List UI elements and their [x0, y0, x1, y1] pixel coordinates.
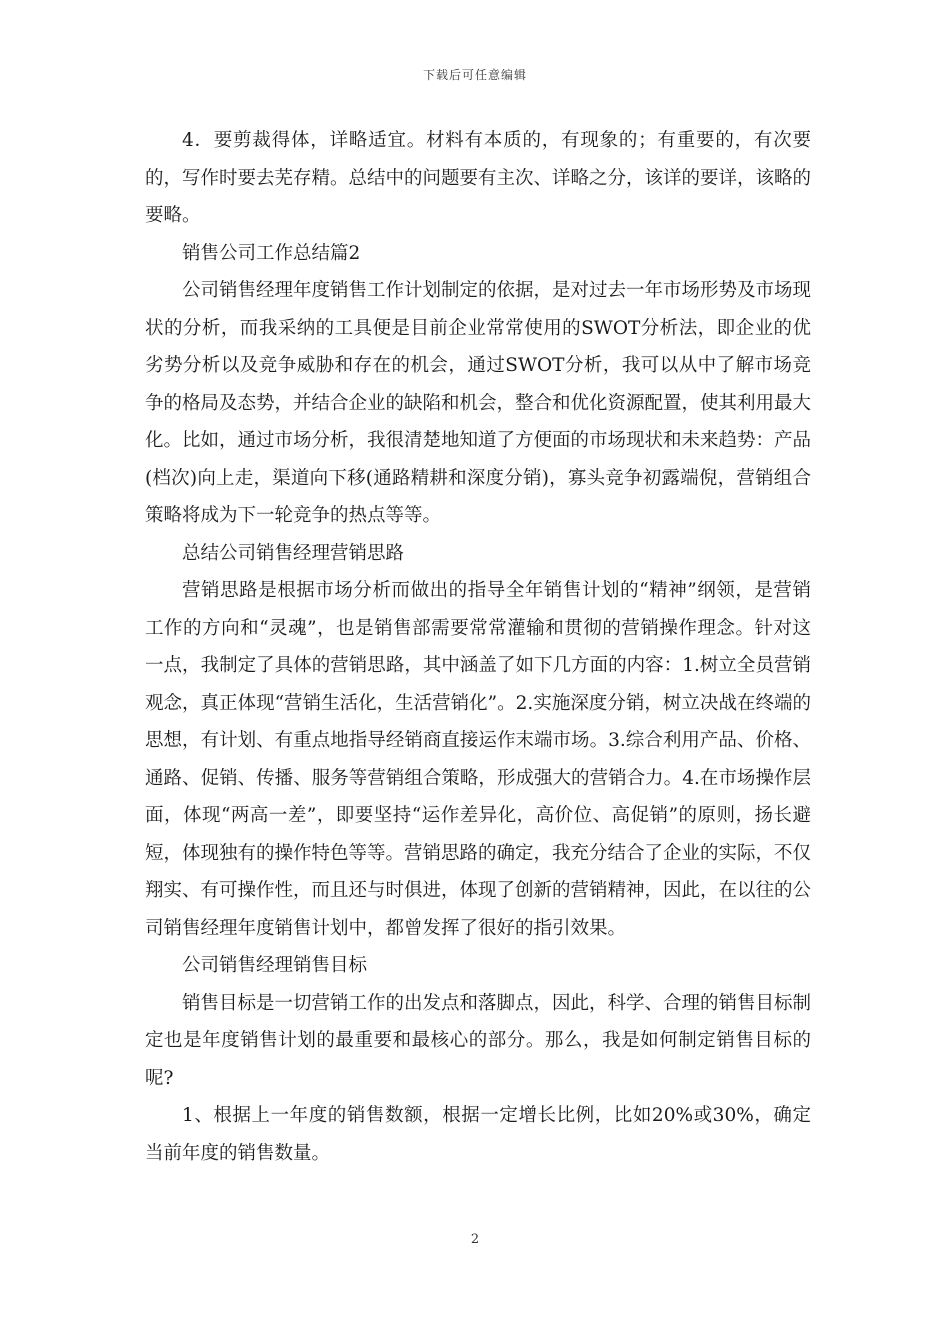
document-body [145, 122, 811, 1172]
page-number: 2 [470, 1232, 480, 1247]
paragraph-sales-target: 销售目标是一切营销工作的出发点和落脚点，因此，科学、合理的销售目标制定也是年度销售计划的最重要和最核心的部分。那么，我是如何制定销售目标的呢? [145, 992, 812, 1089]
section-heading-marketing-ideas: 总结公司销售经理营销思路 [182, 542, 405, 564]
section-heading-sales-target: 公司销售经理销售目标 [182, 955, 368, 976]
paragraph-sales-target-item-1: 1、根据上一年度的销售数额，根据一定增长比例，比如20%或30%，确定当前年度的销售数量。 [145, 1105, 811, 1164]
paragraph-marketing-ideas: 营销思路是根据市场分析而做出的指导全年销售计划的“精神”纲领，是营销工作的方向和“灵魂”，也是销售部需要常常灌输和贯彻的营销操作理念。针对这一点，我制定了具体的营销思路，其中涵盖了如下几方面的内容：1.树立全员营销观念，真正体现“营销生活化，生活营销化”。2.实施深度分销，树立决战在终端的思想，有计划、有重点地指导经销商直接运作末端市场。3.综合利用产品、价格、通路、促销、传播、服务等营销组合策略，形成强大的营销合力。4.在市场操作层面，体现“两高一差”，即要坚持“运作差异化，高价位、高促销”的原则，扬长避短，体现独有的操作特色等等。营销思路的确定，我充分结合了企业的实际，不仅翔实、有可操作性，而且还与时俱进，体现了创新的营销精神，因此，在以往的公司销售经理年度销售计划中，都曾发挥了很好的指引效果。 [145, 580, 812, 939]
section-heading-summary-2: 销售公司工作总结篇2 [182, 242, 361, 264]
page-header: 下载后可任意编辑 [422, 68, 527, 82]
paragraph-swot-analysis: 公司销售经理年度销售工作计划制定的依据，是对过去一年市场形势及市场现状的分析，而我采纳的工具便是目前企业常常使用的SWOT分析法，即企业的优劣势分析以及竞争威胁和存在的机会，通过SWOT分析，我可以从中了解市场竞争的格局及态势，并结合企业的缺陷和机会，整合和优化资源配置，使其利用最大化。比如，通过市场分析，我很清楚地知道了方便面的市场现状和未来趋势：产品(档次)向上走，渠道向下移(通路精耕和深度分销)，寡头竞争初露端倪，营销组合策略将成为下一轮竞争的热点等等。 [145, 280, 812, 526]
paragraph-writing-tip-4: 4．要剪裁得体，详略适宜。材料有本质的，有现象的；有重要的，有次要的，写作时要去芜存精。总结中的问题要有主次、详略之分，该详的要详，该略的要略。 [145, 130, 812, 226]
